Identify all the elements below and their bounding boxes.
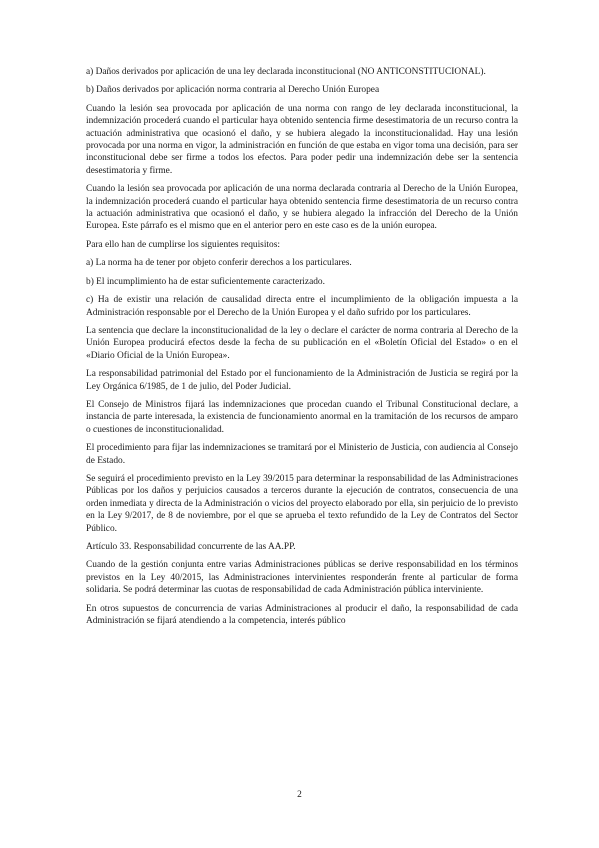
paragraph: La responsabilidad patrimonial del Estado por el funcionamiento de la Administración de Justicia se regirá por la Ley Orgánica 6/1985, de 1 de julio, del Poder Judicial. bbox=[86, 369, 518, 392]
requirement-b: b) El incumplimiento ha de estar suficientemente caracterizado. bbox=[86, 276, 325, 287]
paragraph-item-a: a) Daños derivados por aplicación de una ley declarada inconstitucional (NO ANTICONSTITUCIONAL). bbox=[86, 67, 486, 77]
paragraph: El procedimiento para fijar las indemnizaciones se tramitará por el Ministerio de Justicia, con audiencia al Consejo de Estado. bbox=[86, 443, 518, 466]
paragraph: Cuando de la gestión conjunta entre varias Administraciones públicas se derive responsabilidad en los términos previstos en la Ley 40/2015, las Administraciones intervinientes responderán frente al particular de forma solidaria. Se podrá determinar las cuotas de responsabilidad de cada Administración pública interviniente. bbox=[86, 560, 518, 596]
article-heading: Artículo 33. Responsabilidad concurrente de las AA.PP. bbox=[86, 542, 296, 552]
requirements-intro: Para ello han de cumplirse los siguientes requisitos: bbox=[86, 239, 280, 250]
paragraph: Se seguirá el procedimiento previsto en la Ley 39/2015 para determinar la responsabilidad de las Administraciones Públicas por los daños y perjuicios causados a terceros durante la ejecución de contratos, consecuencia de una orden inmediata y directa de la Administración o vicios del proyecto elaborado por ella, sin perjuicio de lo previsto en la Ley 9/2017, de 8 de noviembre, por el que se aprueba el texto refundido de la Ley de Contratos del Sector Público. bbox=[86, 473, 518, 534]
paragraph: En otros supuestos de concurrencia de varias Administraciones al producir el daño, la responsabilidad de cada Administración se fijará atendiendo a la competencia, interés público bbox=[86, 603, 518, 627]
paragraph: La sentencia que declare la inconstitucionalidad de la ley o declare el carácter de norma contraria al Derecho de la Unión Europea producirá efectos desde la fecha de su publicación en el «Boletín Oficial del Estado» o en el «Diario Oficial de la Unión Europea». bbox=[86, 325, 518, 361]
paragraph: Cuando la lesión sea provocada por aplicación de una norma declarada contraria al Derecho de la Unión Europea, la indemnización procederá cuando el particular haya obtenido sentencia firme desestimatoria de un recurso contra la actuación administrativa que ocasionó el daño, y se hubiera alegado la infracción del Derecho de la Unión Europea. Este párrafo es el mismo que en el anterior pero en este caso es de la unión europea. bbox=[86, 184, 518, 232]
requirement-a: a) La norma ha de tener por objeto conferir derechos a los particulares. bbox=[86, 258, 352, 269]
paragraph-item-b: b) Daños derivados por aplicación norma contraria al Derecho Unión Europea bbox=[86, 85, 380, 96]
page-number: 2 bbox=[297, 790, 302, 800]
paragraph: Cuando la lesión sea provocada por aplicación de una norma con rango de ley declarada inconstitucional, la indemnización procederá cuando el particular haya obtenido sentencia firme desestimatoria de un recurso contra la actuación administrativa que ocasionó el daño, y se hubiera alegado la inconstitucionalidad. Hay una lesión provocada por una norma en vigor, la administración en función de que estaba en vigor toma una decisión, para ser inconstitucional debe ser firme a todos los efectos. Para poder pedir una indemnización debe ser la sentencia desestimatoria y firme. bbox=[86, 103, 518, 176]
requirement-c: c) Ha de existir una relación de causalidad directa entre el incumplimiento de la obligación impuesta a la Administración responsable por el Derecho de la Unión Europea y el daño sufrido por los particulares. bbox=[86, 295, 518, 318]
paragraph: El Consejo de Ministros fijará las indemnizaciones que procedan cuando el Tribunal Constitucional declare, a instancia de parte interesada, la existencia de funcionamiento anormal en la tramitación de los recursos de amparo o cuestiones de inconstitucionalidad. bbox=[86, 399, 518, 435]
document-body bbox=[86, 66, 518, 633]
